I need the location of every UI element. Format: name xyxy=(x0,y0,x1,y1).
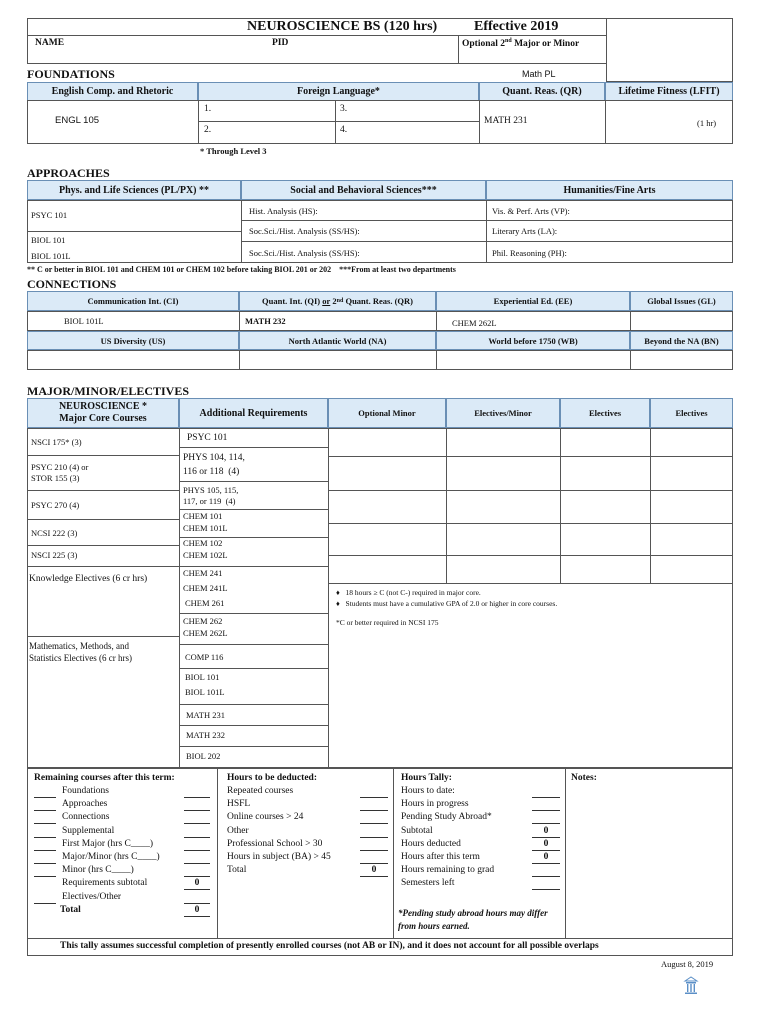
pid-label: PID xyxy=(272,38,289,48)
pending-note: *Pending study abroad hours may differ from hours earned. xyxy=(398,908,548,931)
major-col-elect-minor: Electives/Minor xyxy=(446,398,560,428)
remaining-label-6: Minor (hrs C____) xyxy=(62,865,134,876)
remaining-label-5: Major/Minor (hrs C____) xyxy=(62,852,160,862)
core-nsci225: NSCI 225 (3) xyxy=(31,550,78,560)
core-knowledge-electives: Knowledge Electives (6 cr hrs) xyxy=(29,574,148,584)
remaining-label-1: Approaches xyxy=(62,799,108,810)
major-note-2: ♦ Students must have a cumulative GPA of 2.0 or higher in core courses. xyxy=(336,599,558,608)
add-chem262l: CHEM 262L xyxy=(183,628,228,638)
ss-sshs-1: Soc.Sci./Hist. Analysis (SS/HS): xyxy=(249,226,360,236)
add-biol101: BIOL 101 xyxy=(185,672,220,682)
add-biol202: BIOL 202 xyxy=(186,751,221,761)
core-math-electives: Mathematics, Methods, and Statistics Electives (6 cr hrs) xyxy=(29,641,132,663)
remaining-blank-4[interactable] xyxy=(34,839,56,851)
hours-title: Hours Tally: xyxy=(401,773,452,783)
remaining-blank-0[interactable] xyxy=(34,786,56,798)
hours-label-6: Hours remaining to grad xyxy=(401,865,495,876)
remaining-blank-3[interactable] xyxy=(34,826,56,838)
hours-label-0: Hours to date: xyxy=(401,786,455,796)
add-phys104: PHYS 104, 114, 116 or 118 (4) xyxy=(183,453,245,477)
remaining-title: Remaining courses after this term: xyxy=(34,773,175,783)
ss-sshs-2: Soc.Sci./Hist. Analysis (SS/HS): xyxy=(249,248,360,258)
add-chem102: CHEM 102 xyxy=(183,538,223,548)
conn-ci-value: BIOL 101L xyxy=(64,316,104,326)
approaches-col-hum: Humanities/Fine Arts xyxy=(486,180,733,200)
hours-label-3: Subtotal xyxy=(401,825,433,836)
foundations-col-qr: Quant. Reas. (QR) xyxy=(479,82,605,101)
deduct-label-3: Other xyxy=(227,825,249,836)
hours-label-7: Semesters left xyxy=(401,878,455,889)
deduct-label-5: Hours in subject (BA) > 45 xyxy=(227,852,331,862)
remaining-value-0[interactable] xyxy=(184,786,210,798)
add-phys105: PHYS 105, 115, 117, or 119 (4) xyxy=(183,485,239,506)
conn-col-wb: World before 1750 (WB) xyxy=(436,331,630,350)
major-col-elect-2: Electives xyxy=(650,398,733,428)
foundations-col-lfit: Lifetime Fitness (LFIT) xyxy=(605,82,733,101)
major-note-3: *C or better required in NCSI 175 xyxy=(336,618,439,627)
deduct-value-5[interactable] xyxy=(360,852,388,864)
hours-value-6[interactable] xyxy=(532,865,560,877)
remaining-label-2: Connections xyxy=(62,812,110,823)
page-title: NEUROSCIENCE BS (120 hrs) xyxy=(247,19,438,34)
deduct-value-2[interactable] xyxy=(360,812,388,824)
pl-psyc101: PSYC 101 xyxy=(31,210,68,220)
hours-value-1[interactable] xyxy=(532,799,560,811)
deduct-value-4[interactable] xyxy=(360,839,388,851)
foundations-col-fl: Foreign Language* xyxy=(198,82,479,101)
foundations-body xyxy=(27,100,733,144)
add-chem262: CHEM 262 xyxy=(183,616,223,626)
remaining-label-0: Foundations xyxy=(62,786,109,796)
major-title: MAJOR/MINOR/ELECTIVES xyxy=(27,384,190,398)
math-pl: Math PL xyxy=(522,69,556,79)
major-note-1: ♦ 18 hours ≥ C (not C-) required in major core. xyxy=(336,588,481,597)
remaining-label-9: Total xyxy=(60,904,81,915)
remaining-value-9[interactable]: 0 xyxy=(184,905,210,917)
remaining-blank-2[interactable] xyxy=(34,812,56,824)
deduct-label-2: Online courses > 24 xyxy=(227,812,304,823)
major-col-core: NEUROSCIENCE * Major Core Courses xyxy=(27,398,179,428)
print-date: August 8, 2019 xyxy=(661,959,714,969)
hours-label-5: Hours after this term xyxy=(401,852,480,862)
foundations-col-english: English Comp. and Rhetoric xyxy=(27,82,198,101)
fl-2: 2. xyxy=(204,125,212,135)
remaining-value-6[interactable] xyxy=(184,865,210,877)
remaining-value-7[interactable]: 0 xyxy=(184,878,210,890)
add-chem101: CHEM 101 xyxy=(183,511,223,521)
add-biol101l: BIOL 101L xyxy=(185,687,225,697)
major-col-elect-1: Electives xyxy=(560,398,650,428)
hours-value-5[interactable]: 0 xyxy=(532,852,560,864)
deduct-label-0: Repeated courses xyxy=(227,786,294,796)
remaining-blank-1[interactable] xyxy=(34,799,56,811)
hours-label-4: Hours deducted xyxy=(401,838,461,849)
conn-col-ci: Communication Int. (CI) xyxy=(27,291,239,311)
deduct-value-6[interactable]: 0 xyxy=(360,865,388,877)
hours-value-0[interactable] xyxy=(532,786,560,798)
hours-value-3[interactable]: 0 xyxy=(532,826,560,838)
second-major-label: Optional 2nd Major or Minor xyxy=(462,38,580,50)
deduct-value-3[interactable] xyxy=(360,826,388,838)
conn-col-ee: Experiential Ed. (EE) xyxy=(436,291,630,311)
conn-qi-value: MATH 232 xyxy=(245,316,286,326)
fl-3: 3. xyxy=(340,104,348,114)
core-ncsi222: NCSI 222 (3) xyxy=(31,528,78,538)
university-logo-icon xyxy=(683,975,699,995)
hours-value-4[interactable]: 0 xyxy=(532,839,560,851)
deduct-label-4: Professional School > 30 xyxy=(227,838,323,849)
core-nsci175: NSCI 175* (3) xyxy=(31,437,82,447)
foundations-title: FOUNDATIONS xyxy=(27,67,115,81)
hours-label-1: Hours in progress xyxy=(401,799,469,810)
pl-biol101: BIOL 101 xyxy=(31,235,66,245)
logo-box xyxy=(606,18,733,82)
remaining-value-5[interactable] xyxy=(184,852,210,864)
engl-value: ENGL 105 xyxy=(55,115,100,126)
remaining-blank-5[interactable] xyxy=(34,852,56,864)
core-psyc270: PSYC 270 (4) xyxy=(31,500,80,510)
add-chem241: CHEM 241 xyxy=(183,568,223,578)
lfit-value: (1 hr) xyxy=(697,118,717,128)
remaining-blank-6[interactable] xyxy=(34,865,56,877)
major-col-additional: Additional Requirements xyxy=(179,398,328,428)
name-label: NAME xyxy=(35,38,65,48)
hum-ph: Phil. Reasoning (PH): xyxy=(492,248,567,258)
add-chem102l: CHEM 102L xyxy=(183,550,228,560)
conn-col-na: North Atlantic World (NA) xyxy=(239,331,436,350)
add-comp116: COMP 116 xyxy=(185,652,224,662)
deduct-title: Hours to be deducted: xyxy=(227,773,317,783)
add-chem101l: CHEM 101L xyxy=(183,523,228,533)
add-chem241l: CHEM 241L xyxy=(183,583,228,593)
conn-col-bn: Beyond the NA (BN) xyxy=(630,331,733,350)
connections-title: CONNECTIONS xyxy=(27,277,117,291)
conn-col-gl: Global Issues (GL) xyxy=(630,291,733,311)
remaining-value-8[interactable] xyxy=(184,892,210,904)
deduct-label-6: Total xyxy=(227,865,247,876)
major-col-minor: Optional Minor xyxy=(328,398,446,428)
core-psyc210: PSYC 210 (4) or STOR 155 (3) xyxy=(31,462,89,483)
fl-1: 1. xyxy=(204,104,212,114)
remaining-label-7: Requirements subtotal xyxy=(62,878,148,889)
qr-value: MATH 231 xyxy=(484,116,528,126)
hours-value-2[interactable] xyxy=(532,812,560,824)
hum-vp: Vis. & Perf. Arts (VP): xyxy=(492,206,570,216)
remaining-value-1[interactable] xyxy=(184,799,210,811)
remaining-value-3[interactable] xyxy=(184,826,210,838)
hum-la: Literary Arts (LA): xyxy=(492,226,558,236)
approaches-col-ss: Social and Behavioral Sciences*** xyxy=(241,180,486,200)
approaches-title: APPROACHES xyxy=(27,166,110,180)
tally-footer: This tally assumes successful completion of presently enrolled courses (not AB or IN), and it does not account for all possible overlaps xyxy=(60,941,599,951)
remaining-label-3: Supplemental xyxy=(62,825,115,836)
hours-value-7[interactable] xyxy=(532,878,560,890)
remaining-blank-8[interactable] xyxy=(34,892,56,904)
conn-col-us: US Diversity (US) xyxy=(27,331,239,350)
deduct-value-0[interactable] xyxy=(360,786,388,798)
deduct-value-1[interactable] xyxy=(360,799,388,811)
notes-title: Notes: xyxy=(571,773,597,783)
remaining-value-2[interactable] xyxy=(184,812,210,824)
effective-date: Effective 2019 xyxy=(474,19,559,34)
remaining-label-8: Electives/Other xyxy=(62,891,122,902)
add-psyc101: PSYC 101 xyxy=(187,433,228,443)
fl-note: * Through Level 3 xyxy=(200,146,267,156)
ss-hs: Hist. Analysis (HS): xyxy=(249,206,318,216)
hours-label-2: Pending Study Abroad* xyxy=(401,812,492,823)
pl-biol101l: BIOL 101L xyxy=(31,251,71,261)
approaches-col-pl: Phys. and Life Sciences (PL/PX) ** xyxy=(27,180,241,200)
fl-4: 4. xyxy=(340,125,348,135)
add-math232: MATH 232 xyxy=(186,730,225,740)
remaining-label-4: First Major (hrs C____) xyxy=(62,838,154,849)
add-chem261: CHEM 261 xyxy=(185,598,225,608)
conn-ee-value: CHEM 262L xyxy=(452,318,497,328)
approaches-note: ** C or better in BIOL 101 and CHEM 101 or CHEM 102 before taking BIOL 201 or 202 ***From at least two departments xyxy=(27,265,456,274)
add-math231: MATH 231 xyxy=(186,710,225,720)
conn-col-qi: Quant. Int. (QI) or 2 nd Quant. Reas. (QR) xyxy=(239,291,436,311)
remaining-value-4[interactable] xyxy=(184,839,210,851)
deduct-label-1: HSFL xyxy=(227,799,251,810)
